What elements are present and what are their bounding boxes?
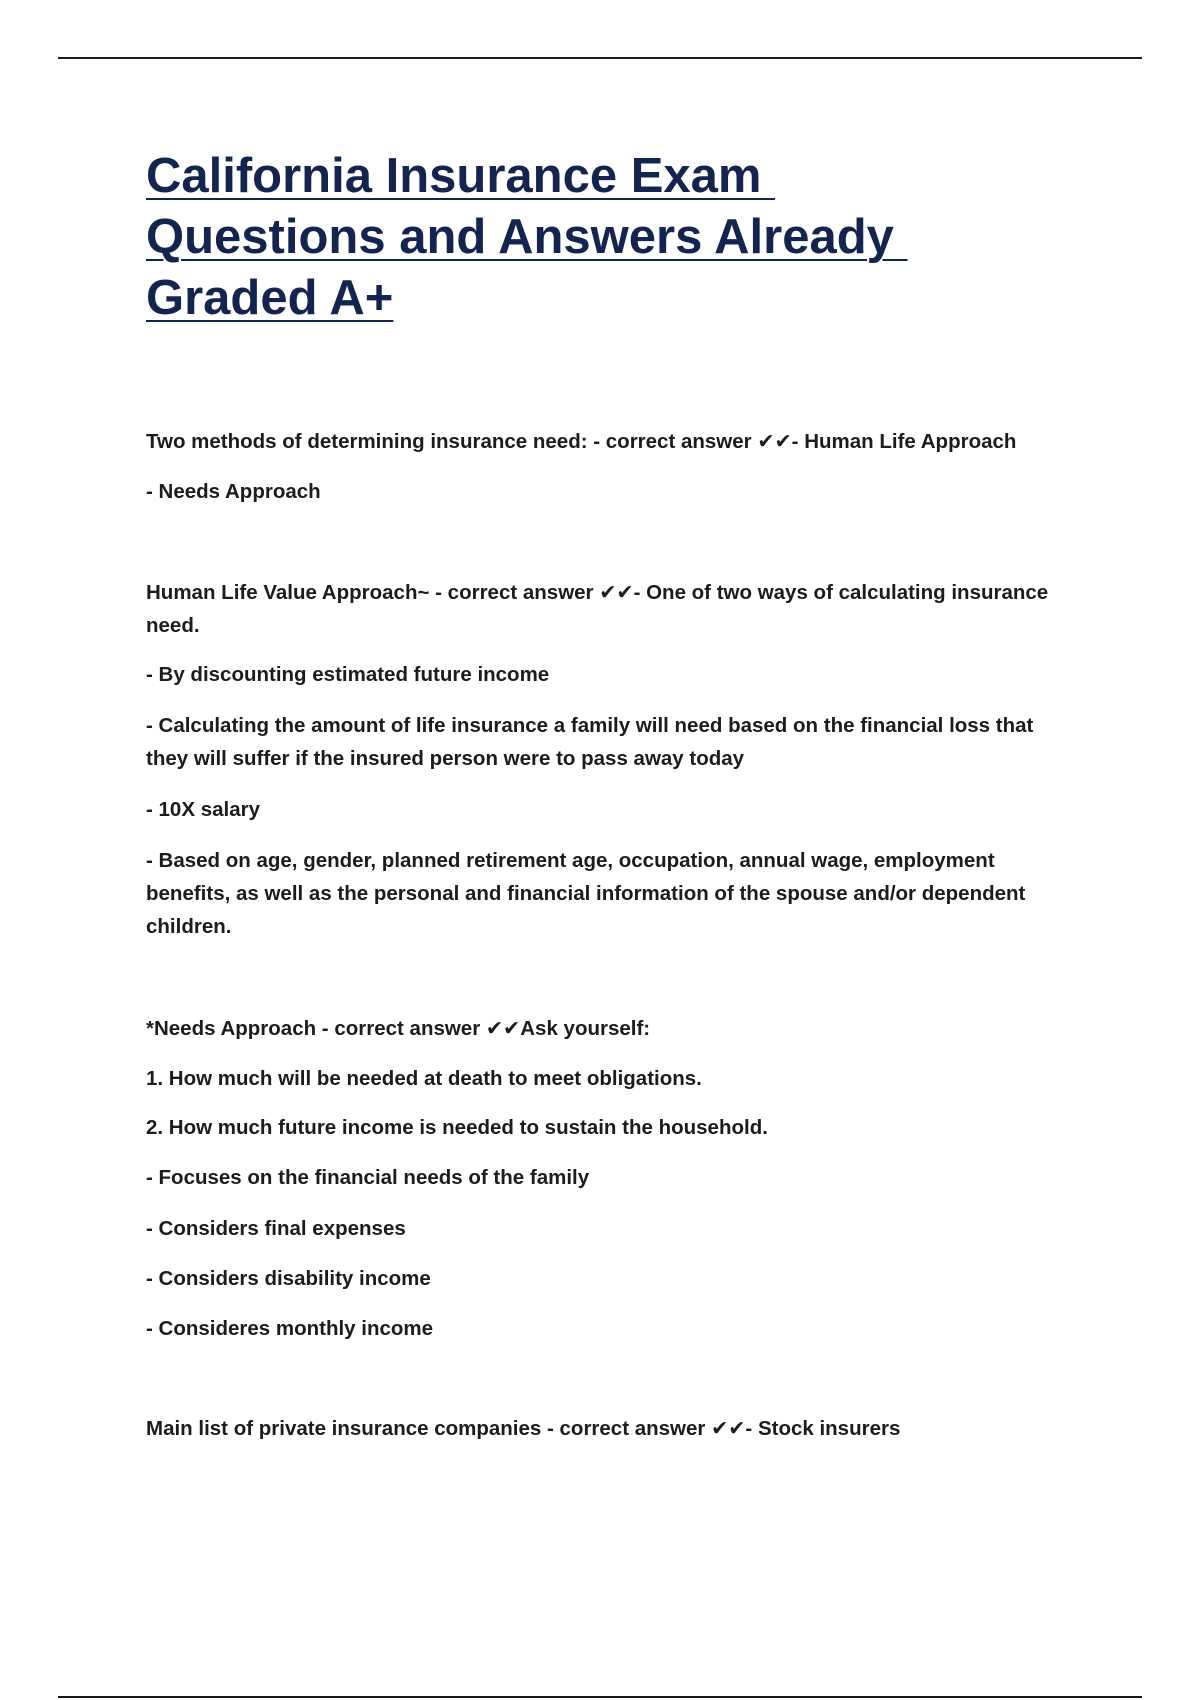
answer-line: - Consideres monthly income: [146, 1317, 434, 1340]
question-text: Main list of private insurance companies - correct answer ✔✔- Stock insurers: [146, 1417, 901, 1440]
answer-line: 1. How much will be needed at death to meet obligations.: [146, 1067, 702, 1090]
answer-line: children.: [146, 915, 232, 938]
document-title: [146, 146, 1046, 329]
answer-line: - Considers final expenses: [146, 1217, 406, 1240]
footer-rule: [58, 1696, 1142, 1698]
answer-line: they will suffer if the insured person were to pass away today: [146, 747, 745, 770]
answer-line: benefits, as well as the personal and financial information of the spouse and/or dependent: [146, 882, 1026, 905]
header-rule: [58, 57, 1142, 59]
question-text: need.: [146, 614, 200, 637]
question-text: Human Life Value Approach~ - correct answer ✔✔- One of two ways of calculating insurance: [146, 581, 1049, 604]
answer-line: - By discounting estimated future income: [146, 663, 550, 686]
answer-line: - Calculating the amount of life insurance a family will need based on the financial loss that: [146, 714, 1034, 737]
answer-line: - Needs Approach: [146, 480, 321, 503]
answer-line: - Based on age, gender, planned retirement age, occupation, annual wage, employment: [146, 849, 995, 872]
question-text: Two methods of determining insurance need: - correct answer ✔✔- Human Life Approach: [146, 430, 1017, 453]
title-line: Questions and Answers Already: [146, 210, 908, 264]
title-line: Graded A+: [146, 271, 394, 325]
answer-line: - Considers disability income: [146, 1267, 431, 1290]
title-line: California Insurance Exam: [146, 149, 776, 203]
answer-line: - 10X salary: [146, 798, 260, 821]
question-text: *Needs Approach - correct answer ✔✔Ask yourself:: [146, 1017, 651, 1040]
answer-line: 2. How much future income is needed to sustain the household.: [146, 1116, 768, 1139]
answer-line: - Focuses on the financial needs of the family: [146, 1166, 590, 1189]
